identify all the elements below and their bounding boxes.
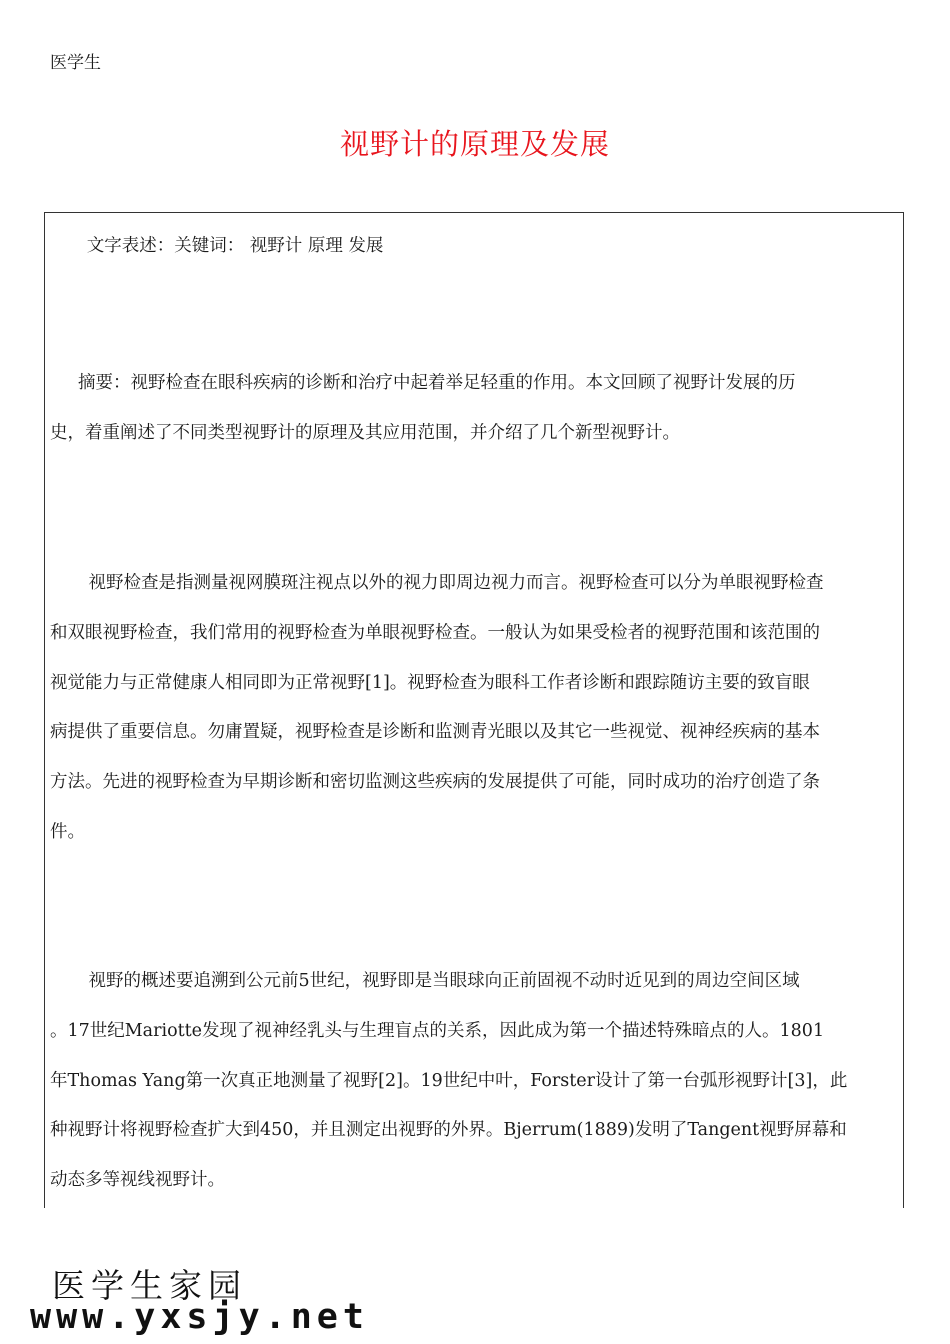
paragraph-history — [50, 957, 895, 1206]
paragraph-line: 动态多等视线视野计。 — [50, 1170, 225, 1191]
paragraph-line: 视野的概述要追溯到公元前5世纪，视野即是当眼球向正前固视不动时近见到的周边空间区域 — [88, 971, 800, 991]
keywords-line: 文字表述：关键词： 视野计 原理 发展 — [86, 236, 384, 256]
paragraph-line: 年Thomas Yang第一次真正地测量了视野[2]。19世纪中叶，Forster设计了第一台弧形视野计[3]，此 — [50, 1070, 848, 1091]
abstract-line: 史，着重阐述了不同类型视野计的原理及其应用范围，并介绍了几个新型视野计。 — [50, 422, 680, 443]
paragraph-line: 种视野计将视野检查扩大到450，并且测定出视野的外界。Bjerrum(1889)发明了Tangent视野屏幕和 — [50, 1120, 847, 1141]
abstract — [50, 359, 895, 459]
paragraph-line: 视觉能力与正常健康人相同即为正常视野[1]。视野检查为眼科工作者诊断和跟踪随访主要的致盲眼 — [50, 672, 810, 693]
footer-site-url: www.yxsjy.net — [30, 1297, 369, 1337]
paragraph-visual-field-exam — [50, 559, 895, 858]
paragraph-line: 件。 — [50, 821, 85, 842]
abstract-line: 摘要：视野检查在眼科疾病的诊断和治疗中起着举足轻重的作用。本文回顾了视野计发展的历 — [78, 373, 796, 393]
paragraph-line: 。17世纪Mariotte发现了视神经乳头与生理盲点的关系，因此成为第一个描述特殊暗点的人。1801 — [50, 1020, 825, 1041]
footer-site-name: 医学生家园 — [52, 1266, 247, 1305]
paragraph-line: 和双眼视野检查，我们常用的视野检查为单眼视野检查。一般认为如果受检者的视野范围和该范围的 — [50, 622, 820, 643]
header-label: 医学生 — [50, 53, 101, 73]
paragraph-line: 视野检查是指测量视网膜斑注视点以外的视力即周边视力而言。视野检查可以分为单眼视野检查 — [88, 573, 824, 593]
paragraph-line: 方法。先进的视野检查为早期诊断和密切监测这些疾病的发展提供了可能，同时成功的治疗创造了条 — [50, 772, 820, 793]
paragraph-line: 病提供了重要信息。勿庸置疑，视野检查是诊断和监测青光眼以及其它一些视觉、视神经疾病的基本 — [50, 722, 820, 743]
page-title: 视野计的原理及发展 — [339, 127, 610, 161]
